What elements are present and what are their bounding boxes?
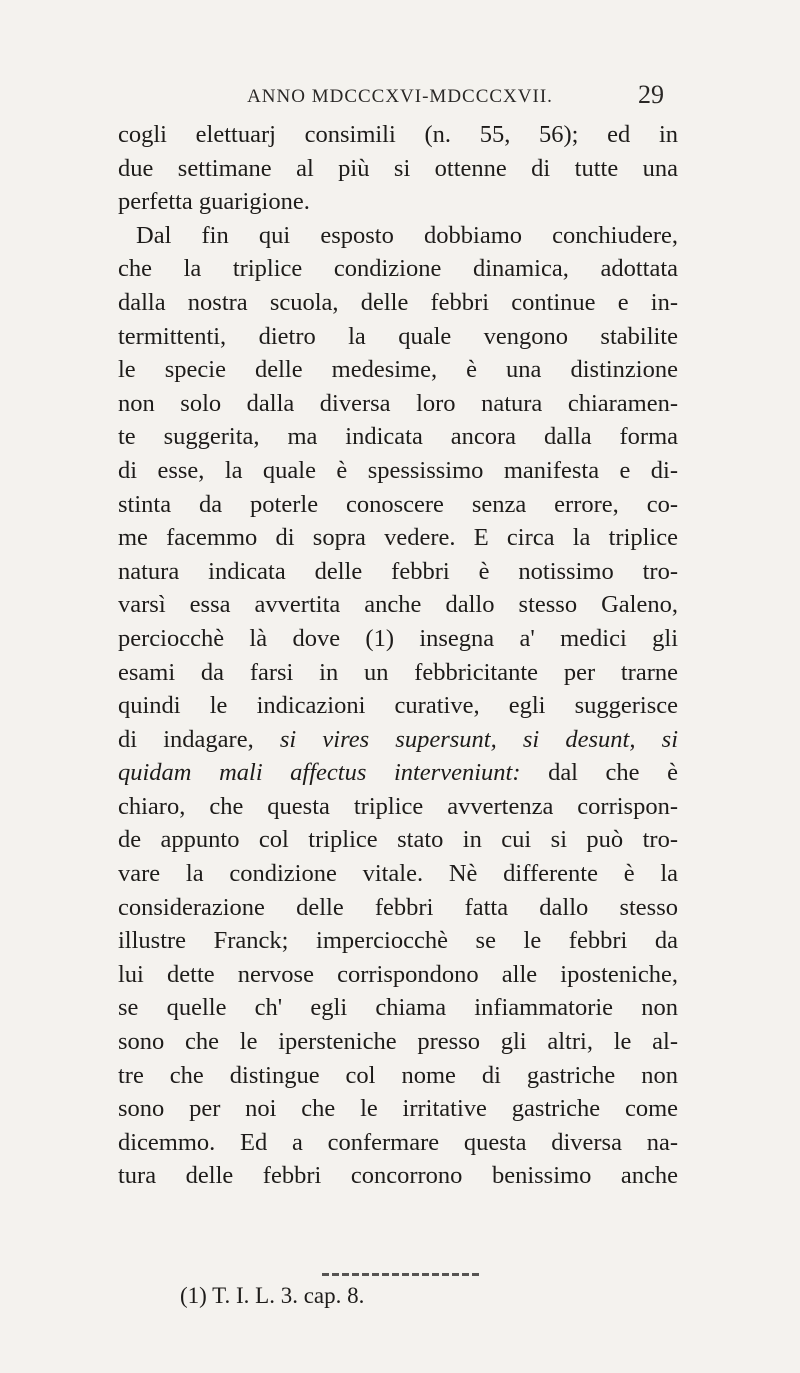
text-segment: dal che è xyxy=(548,759,678,787)
text-line: me facemmo di sopra vedere. E circa la triplice xyxy=(118,524,678,552)
text-line: sono che le ipersteniche presso gli altri, le al- xyxy=(118,1028,678,1056)
text-line: perfetta guarigione. xyxy=(118,188,310,216)
text-line: illustre Franck; imperciocchè se le febbri da xyxy=(118,927,678,955)
footnote-divider xyxy=(322,1273,482,1276)
text-line: sono per noi che le irritative gastriche come xyxy=(118,1095,678,1123)
body-text xyxy=(118,118,678,1193)
running-head: ANNO MDCCCXVI-MDCCCXVII. xyxy=(247,86,553,107)
text-line: stinta da poterle conoscere senza errore, co- xyxy=(118,490,678,518)
text-line: te suggerita, ma indicata ancora dalla forma xyxy=(118,423,678,451)
text-line: tura delle febbri concorrono benissimo anche xyxy=(118,1162,678,1190)
text-line: chiaro, che questa triplice avvertenza corrispon- xyxy=(118,792,678,820)
page-number: 29 xyxy=(638,80,664,109)
text-line: considerazione delle febbri fatta dallo stesso xyxy=(118,893,678,921)
text-line: due settimane al più si ottenne di tutte una xyxy=(118,154,678,182)
latin-quote: si vires supersunt, si desunt, si xyxy=(279,725,678,753)
text-line: che la triplice condizione dinamica, adottata xyxy=(118,255,678,283)
text-line: dicemmo. Ed a confermare questa diversa na- xyxy=(118,1128,678,1156)
text-line: Dal fin qui esposto dobbiamo conchiudere, xyxy=(136,221,678,249)
text-line: di esse, la quale è spessissimo manifesta e di- xyxy=(118,456,678,484)
text-line: esami da farsi in un febbricitante per trarne xyxy=(118,658,678,686)
text-line: termittenti, dietro la quale vengono stabilite xyxy=(118,322,678,350)
text-line-mixed xyxy=(118,723,678,757)
text-line: natura indicata delle febbri è notissimo tro- xyxy=(118,557,678,585)
text-line: vare la condizione vitale. Nè differente è la xyxy=(118,860,678,888)
text-line: perciocchè là dove (1) insegna a' medici gli xyxy=(118,624,678,652)
text-line: cogli elettuarj consimili (n. 55, 56); ed in xyxy=(118,121,678,148)
text-line: quindi le indicazioni curative, egli suggerisce xyxy=(118,692,678,720)
latin-quote: quidam mali affectus interveniunt: xyxy=(118,759,521,787)
text-line: tre che distingue col nome di gastriche non xyxy=(118,1061,678,1089)
text-line-mixed xyxy=(118,756,678,790)
text-line: lui dette nervose corrispondono alle iposteniche, xyxy=(118,960,678,988)
text-line: de appunto col triplice stato in cui si può tro- xyxy=(118,826,678,854)
text-line: varsì essa avvertita anche dallo stesso Galeno, xyxy=(118,591,678,619)
text-line: se quelle ch' egli chiama infiammatorie non xyxy=(118,994,678,1022)
text-line: dalla nostra scuola, delle febbri continue e in- xyxy=(118,288,678,316)
text-line: le specie delle medesime, è una distinzione xyxy=(118,356,678,384)
text-segment: di indagare, xyxy=(118,725,254,753)
footnote: (1) T. I. L. 3. cap. 8. xyxy=(180,1283,365,1308)
text-line: non solo dalla diversa loro natura chiaramen- xyxy=(118,389,678,417)
